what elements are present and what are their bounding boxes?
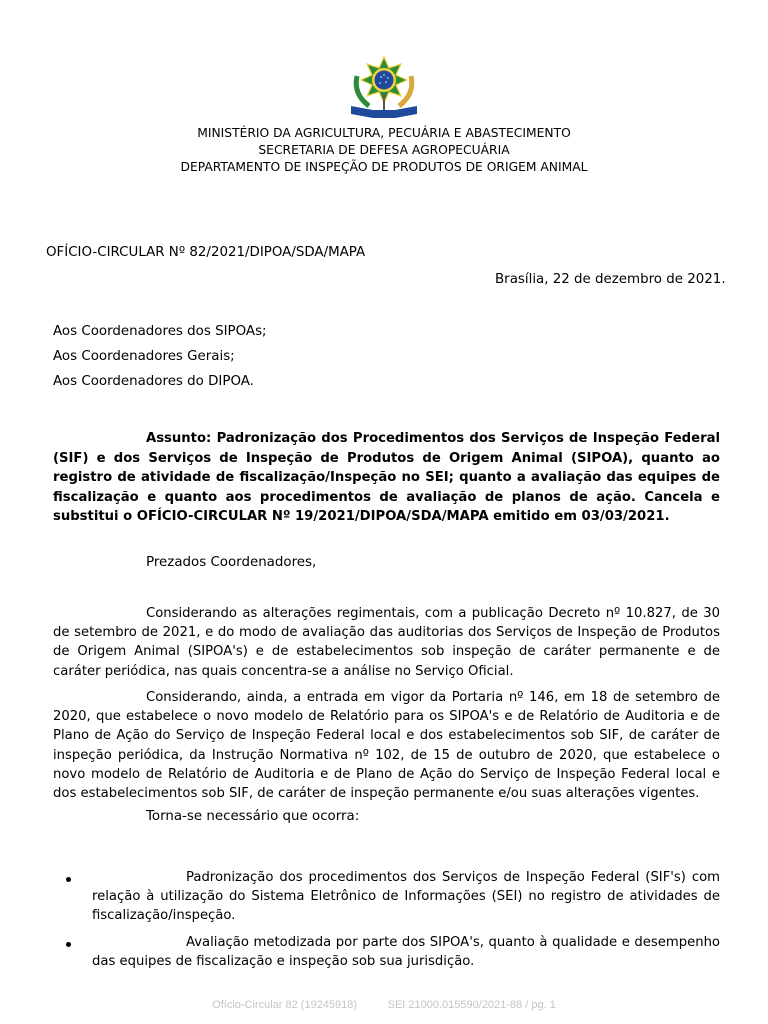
document-date: Brasília, 22 de dezembro de 2021. <box>495 272 726 287</box>
letterhead <box>0 125 768 176</box>
page-footer <box>0 999 768 1011</box>
footer-sei-ref: SEI 21000.015590/2021-88 / pg. 1 <box>387 999 556 1011</box>
department-name: DEPARTAMENTO DE INSPEÇÃO DE PRODUTOS DE ORIGEM ANIMAL <box>180 160 588 174</box>
salutation: Prezados Coordenadores, <box>146 555 317 570</box>
secretariat-name: SECRETARIA DE DEFESA AGROPECUÁRIA <box>258 143 510 157</box>
footer-doc-ref: Ofício-Circular 82 (19245918) <box>212 999 358 1011</box>
bullet-icon <box>66 942 71 947</box>
bullet-icon <box>66 877 71 882</box>
body-paragraph: Considerando as alterações regimentais, com a publicação Decreto nº 10.827, de 30 de setembro de 2021, e do modo de avaliação das auditorias dos Serviços de Inspeção de Produtos de Origem Animal (SIPOA's) e de estabelecimentos sob inspeção de caráter permanente e de caráter periódica, nas quais concentra-se a análise no Serviço Oficial. <box>53 606 720 679</box>
ministry-name: MINISTÉRIO DA AGRICULTURA, PECUÁRIA E ABASTECIMENTO <box>197 126 571 140</box>
recipient-line: Aos Coordenadores dos SIPOAs; <box>53 324 267 339</box>
bullet-item: Padronização dos procedimentos dos Serviços de Inspeção Federal (SIF's) com relação à utilização do Sistema Eletrônico de Informações (SEI) no registro de atividades de fiscalização/inspeção. <box>92 870 720 924</box>
bullet-item: Avaliação metodizada por parte dos SIPOA's, quanto à qualidade e desempenho das equipes de fiscalização e inspeção sob sua jurisdição. <box>92 935 720 970</box>
recipient-line: Aos Coordenadores do DIPOA. <box>53 374 254 389</box>
subject-paragraph: Assunto: Padronização dos Procedimentos dos Serviços de Inspeção Federal (SIF) e dos Serviços de Inspeção de Produtos de Origem Animal (SIPOA), quanto ao registro de atividade de fiscalização/Inspeção no SEI; quanto a avaliação das equipes de fiscalização e quanto aos procedimentos de avaliação de planos de ação. Cancela e substitui o OFÍCIO-CIRCULAR Nº 19/2021/DIPOA/SDA/MAPA emitido em 03/03/2021. <box>53 431 720 524</box>
document-number: OFÍCIO-CIRCULAR Nº 82/2021/DIPOA/SDA/MAPA <box>46 245 366 260</box>
recipient-line: Aos Coordenadores Gerais; <box>53 349 235 364</box>
recipients-list <box>53 323 267 398</box>
body-paragraph: Considerando, ainda, a entrada em vigor da Portaria nº 146, em 18 de setembro de 2020, que estabelece o novo modelo de Relatório para os SIPOA's e de Relatório de Auditoria e de Plano de Ação do Serviço de Inspeção Federal local e dos estabelecimentos sob SIF, de caráter de inspeção periódica, da Instrução Normativa nº 102, de 15 de outubro de 2020, que estabelece o novo modelo de Relatório de Auditoria e de Plano de Ação do Serviço de Inspeção Federal local e dos estabelecimentos sob SIF, de caráter de inspeção permanente e/ou suas alterações vigentes. <box>53 690 720 802</box>
coat-of-arms-icon <box>343 56 425 118</box>
requirements-intro: Torna-se necessário que ocorra: <box>146 809 360 824</box>
